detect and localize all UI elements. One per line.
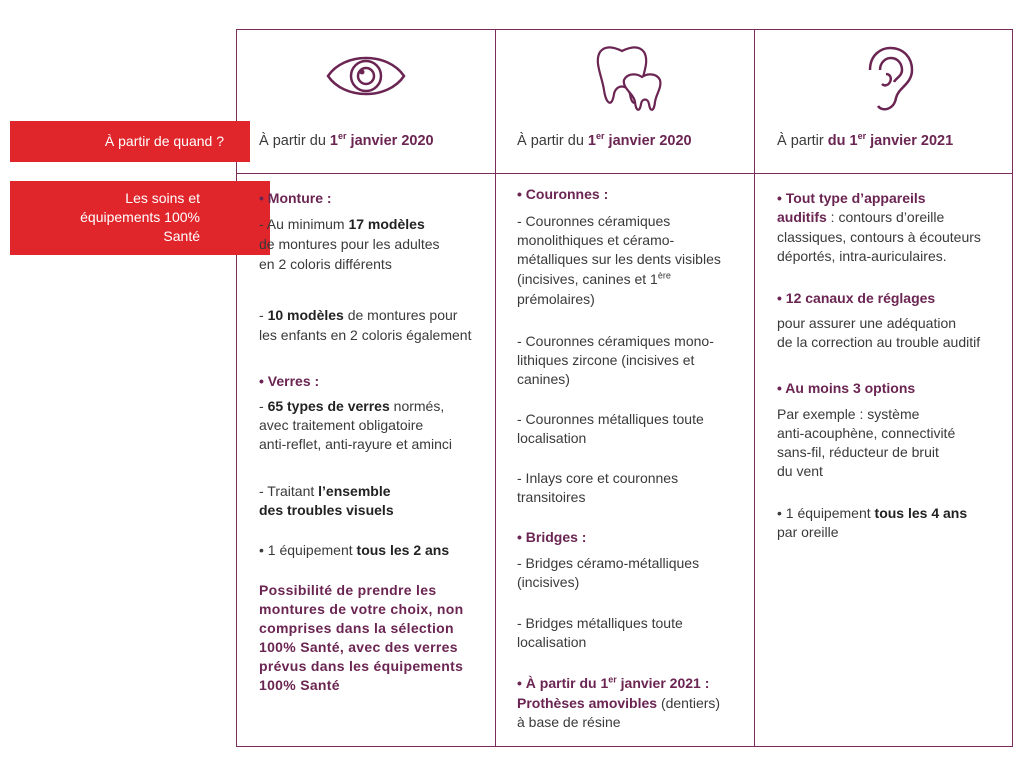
- column-divider-1: [495, 29, 496, 747]
- tooth-icon: [592, 42, 664, 114]
- eye-icon: [322, 48, 410, 108]
- bridges-title: • Bridges :: [517, 529, 587, 545]
- when-label: À partir de quand ?: [10, 121, 250, 162]
- header-dentaire: À partir du 1er janvier 2020: [517, 131, 692, 149]
- ear-icon: [856, 44, 916, 114]
- note-line: comprises dans la sélection: [259, 620, 454, 636]
- verres-title: • Verres :: [259, 373, 320, 389]
- header-audition: À partir du 1er janvier 2021: [777, 131, 954, 149]
- header-optique: À partir du 1er janvier 2020: [259, 131, 434, 149]
- column-divider-2: [754, 29, 755, 747]
- couronnes-title: • Couronnes :: [517, 186, 609, 202]
- note-line: 100% Santé, avec des verres: [259, 639, 458, 655]
- header-divider: [236, 173, 1013, 174]
- note-line: prévus dans les équipements: [259, 658, 464, 674]
- note-line: 100% Santé: [259, 677, 340, 693]
- note-line: montures de votre choix, non: [259, 601, 464, 617]
- monture-title: • Monture :: [259, 190, 332, 206]
- note-line: Possibilité de prendre les: [259, 582, 437, 598]
- care-label: Les soins et équipements 100% Santé: [10, 181, 270, 255]
